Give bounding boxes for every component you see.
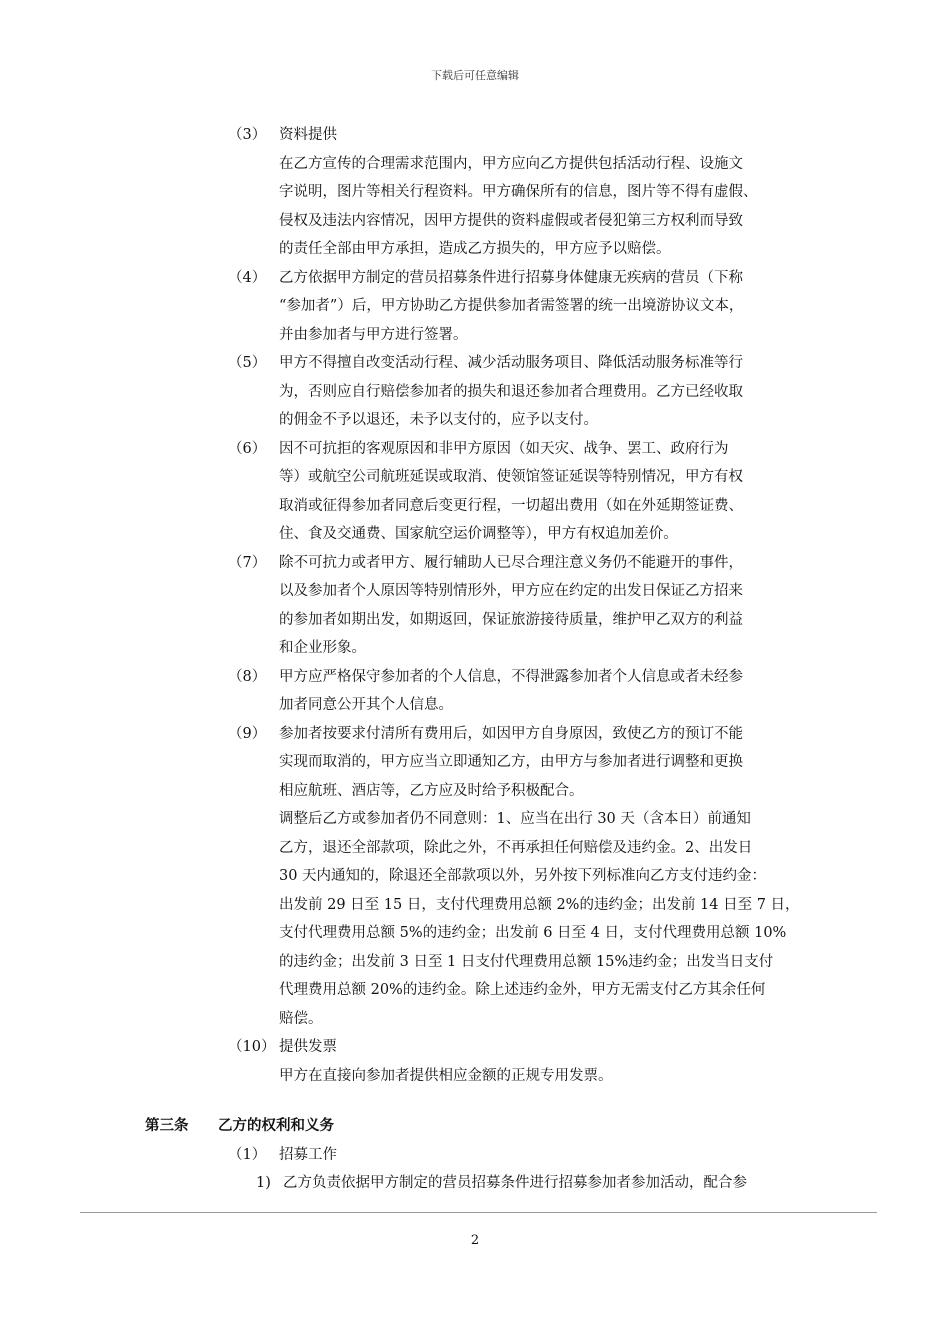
subitem-number: 1): [256, 1175, 271, 1191]
clause-line: 甲方在直接向参加者提供相应金额的正规专用发票。: [279, 1067, 613, 1084]
clause-item-3: [0, 121, 950, 264]
clause-line: 为，否则应自行赔偿参加者的损失和退还参加者合理费用。乙方已经收取: [279, 383, 743, 400]
clause-number: （7）: [228, 554, 267, 571]
clause-line: 字说明，图片等相关行程资料。甲方确保所有的信息，图片等不得有虚假、: [279, 184, 758, 200]
clause-item-10: [0, 1033, 950, 1090]
clause-text: [279, 1033, 829, 1090]
clause-line: 招募工作: [279, 1146, 337, 1163]
clause-line: 乙方，退还全部款项，除此之外，不再承担任何赔偿及违约金。2、出发日: [279, 839, 753, 856]
clause-text: [279, 435, 829, 549]
clause-line: 参加者按要求付清所有费用后，如因甲方自身原因，致使乙方的预订不能: [279, 725, 743, 742]
clause-line: 甲方不得擅自改变活动行程、减少活动服务项目、降低活动服务标准等行: [279, 355, 743, 371]
clause-line: 实现而取消的，甲方应当立即通知乙方，由甲方与参加者进行调整和更换: [279, 754, 743, 770]
clause-number: （6）: [228, 440, 267, 457]
clause-number: （10）: [228, 1039, 276, 1055]
clause-item-6: [0, 435, 950, 549]
clause-line: 和企业形象。: [279, 640, 366, 656]
clause-line: 乙方依据甲方制定的营员招募条件进行招募身体健康无疾病的营员（下称: [279, 269, 743, 286]
clause-line: 赔偿。: [279, 1010, 323, 1027]
clause-number: （4）: [228, 269, 267, 286]
clause-line: 30 天内通知的，除退还全部款项以外，另外按下列标准向乙方支付违约金：: [279, 868, 767, 884]
clause-line: 出发前 29 日至 15 日，支付代理费用总额 2%的违约金；出发前 14 日至 7 日，: [279, 896, 800, 913]
clause-number: （3）: [228, 127, 267, 143]
clause-line: 住、食及交通费、国家航空运价调整等），甲方有权追加差价。: [279, 526, 678, 542]
clause-number: （5）: [228, 355, 267, 371]
footer-divider: [80, 1212, 877, 1213]
clause-line: 代理费用总额 20%的违约金。除上述违约金外，甲方无需支付乙方其余任何: [279, 982, 766, 998]
clause-line: 因不可抗拒的客观原因和非甲方原因（如天灾、战争、罢工、政府行为: [279, 440, 729, 457]
section-title: 乙方的权利和义务: [218, 1117, 334, 1134]
clause-text: [279, 264, 829, 350]
clause-line: 的违约金；出发前 3 日至 1 日支付代理费用总额 15%违约金；出发当日支付: [279, 953, 774, 970]
document-body: [0, 121, 950, 1198]
section-label: 第三条: [145, 1117, 189, 1134]
clause-line: 并由参加者与甲方进行签署。: [279, 326, 468, 343]
clause-text: [279, 663, 829, 720]
clause-line: 调整后乙方或参加者仍不同意则：1、应当在出行 30 天（含本日）前通知: [279, 811, 751, 827]
clause-line: 乙方负责依据甲方制定的营员招募条件进行招募参加者参加活动，配合参: [283, 1175, 747, 1191]
clause-line: 取消或征得参加者同意后变更行程，一切超出费用（如在外延期签证费、: [279, 497, 743, 514]
clause-text: [279, 349, 829, 435]
clause-text: [279, 549, 829, 663]
clause-line: 提供发票: [279, 1039, 337, 1055]
clause-line: 的参加者如期出发，如期返回，保证旅游接待质量，维护甲乙双方的利益: [279, 611, 743, 628]
section-3-heading: [0, 1112, 950, 1141]
clause-line: 以及参加者个人原因等特别情形外，甲方应在约定的出发日保证乙方招来: [279, 583, 743, 599]
section-3-subitem-1: [0, 1169, 950, 1198]
clause-item-5: [0, 349, 950, 435]
page-header-note: 下载后可任意编辑: [431, 69, 519, 82]
clause-line: 支付代理费用总额 5%的违约金；出发前 6 日至 4 日，支付代理费用总额 10%: [279, 925, 787, 941]
clause-line: 除不可抗力或者甲方、履行辅助人已尽合理注意义务仍不能避开的事件，: [279, 554, 743, 571]
clause-line: 的责任全部由甲方承担，造成乙方损失的，甲方应予以赔偿。: [279, 241, 671, 257]
section-3-item-1: [0, 1141, 950, 1170]
clause-number: （8）: [228, 668, 267, 685]
clause-line: 在乙方宣传的合理需求范围内，甲方应向乙方提供包括活动行程、设施文: [279, 155, 743, 172]
page-number: 2: [470, 1233, 480, 1248]
clause-text: [279, 1141, 829, 1170]
clause-line: 相应航班、酒店等，乙方应及时给予积极配合。: [279, 782, 584, 799]
clause-number: （9）: [228, 725, 267, 742]
clause-line: 等）或航空公司航班延误或取消、使领馆签证延误等特别情况，甲方有权: [279, 469, 743, 485]
clause-line: 资料提供: [279, 127, 337, 143]
clause-number: （1）: [228, 1146, 267, 1163]
clause-item-9: [0, 720, 950, 1034]
subitem-text: [283, 1169, 833, 1198]
clause-line: 的佣金不予以退还，未予以支付的，应予以支付。: [279, 412, 598, 428]
clause-item-7: [0, 549, 950, 663]
clause-item-8: [0, 663, 950, 720]
clause-text: [279, 720, 829, 1034]
clause-line: “参加者”）后，甲方协助乙方提供参加者需签署的统一出境游协议文本，: [279, 298, 744, 314]
clause-line: 加者同意公开其个人信息。: [279, 697, 453, 713]
clause-text: [279, 121, 829, 264]
clause-line: 甲方应严格保守参加者的个人信息，不得泄露参加者个人信息或者未经参: [279, 668, 743, 685]
clause-line: 侵权及违法内容情况，因甲方提供的资料虚假或者侵犯第三方权利而导致: [279, 212, 743, 229]
clause-item-4: [0, 264, 950, 350]
